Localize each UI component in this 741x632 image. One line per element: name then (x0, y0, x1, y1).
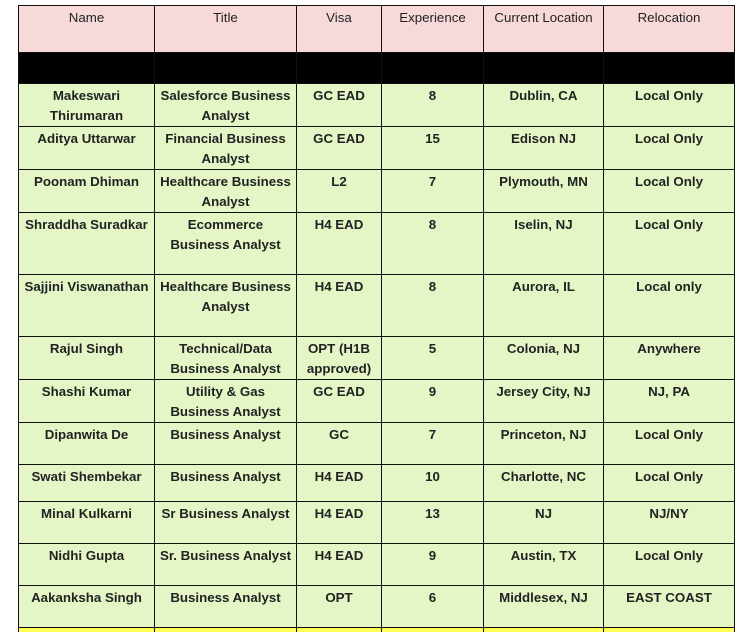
cell-relocation: Local Only (604, 465, 735, 502)
cell-title: Technical/Data Business Analyst (155, 337, 297, 380)
header-current-location: Current Location (484, 6, 604, 53)
cell-name: Aakanksha Singh (19, 586, 155, 628)
cell-relocation: NJ, PA (604, 380, 735, 423)
cell-title: Sr. Business Analyst (155, 544, 297, 586)
cell-name: Swati Shembekar (19, 465, 155, 502)
cell-title: Healthcare Business Analyst (155, 275, 297, 337)
table-row (19, 380, 735, 423)
cell-relocation: Local Only (604, 170, 735, 213)
cell-location: Charlotte, NC (484, 465, 604, 502)
cell-location: Edison NJ (484, 127, 604, 170)
header-experience: Experience (382, 6, 484, 53)
cell-title: Salesforce Business Analyst (155, 84, 297, 127)
separator-cell (297, 53, 382, 84)
cell-location: Iselin, NJ (484, 213, 604, 275)
cell-name: Rajul Singh (19, 337, 155, 380)
cell-empty (484, 628, 604, 632)
next-row-partial (19, 628, 735, 632)
cell-location: Austin, TX (484, 544, 604, 586)
separator-cell (382, 53, 484, 84)
table-row (19, 127, 735, 170)
cell-visa: L2 (297, 170, 382, 213)
cell-empty (604, 628, 735, 632)
table-row (19, 170, 735, 213)
separator-cell (155, 53, 297, 84)
cell-visa: GC EAD (297, 84, 382, 127)
table-row (19, 586, 735, 628)
separator-cell (604, 53, 735, 84)
cell-title: Ecommerce Business Analyst (155, 213, 297, 275)
cell-experience: 7 (382, 170, 484, 213)
table-row (19, 465, 735, 502)
cell-name: Makeswari Thirumaran (19, 84, 155, 127)
table-row (19, 423, 735, 465)
cell-title: Sr Business Analyst (155, 502, 297, 544)
cell-experience: 6 (382, 586, 484, 628)
cell-relocation: Local Only (604, 213, 735, 275)
header-visa: Visa (297, 6, 382, 53)
cell-experience: 8 (382, 213, 484, 275)
table-row (19, 213, 735, 275)
header-row (19, 6, 735, 53)
cell-title: Healthcare Business Analyst (155, 170, 297, 213)
header-relocation: Relocation (604, 6, 735, 53)
cell-location: NJ (484, 502, 604, 544)
cell-visa: H4 EAD (297, 213, 382, 275)
cell-name: Sajjini Viswanathan (19, 275, 155, 337)
cell-visa: H4 EAD (297, 275, 382, 337)
cell-title: Business Analyst (155, 465, 297, 502)
cell-empty (155, 628, 297, 632)
cell-location: Jersey City, NJ (484, 380, 604, 423)
cell-experience: 8 (382, 275, 484, 337)
cell-experience: 13 (382, 502, 484, 544)
table-row (19, 84, 735, 127)
cell-visa: OPT (H1B approved) (297, 337, 382, 380)
cell-location: Colonia, NJ (484, 337, 604, 380)
cell-location: Aurora, IL (484, 275, 604, 337)
cell-experience: 10 (382, 465, 484, 502)
cell-experience: 5 (382, 337, 484, 380)
separator-row (19, 53, 735, 84)
separator-cell (19, 53, 155, 84)
cell-visa: GC EAD (297, 380, 382, 423)
cell-name: Shashi Kumar (19, 380, 155, 423)
cell-experience: 9 (382, 544, 484, 586)
candidates-table (18, 5, 735, 632)
cell-experience: 8 (382, 84, 484, 127)
cell-relocation: Local Only (604, 127, 735, 170)
cell-relocation: Local Only (604, 84, 735, 127)
cell-name: Dipanwita De (19, 423, 155, 465)
cell-relocation: Local Only (604, 544, 735, 586)
cell-location: Dublin, CA (484, 84, 604, 127)
cell-relocation: Local Only (604, 423, 735, 465)
cell-location: Middlesex, NJ (484, 586, 604, 628)
cell-name: Nidhi Gupta (19, 544, 155, 586)
cell-name: Aditya Uttarwar (19, 127, 155, 170)
cell-visa: H4 EAD (297, 465, 382, 502)
cell-visa: GC (297, 423, 382, 465)
cell-empty (382, 628, 484, 632)
header-title: Title (155, 6, 297, 53)
header-name: Name (19, 6, 155, 53)
cell-relocation: Anywhere (604, 337, 735, 380)
cell-relocation: NJ/NY (604, 502, 735, 544)
cell-visa: GC EAD (297, 127, 382, 170)
cell-experience: 15 (382, 127, 484, 170)
cell-name: Poonam Dhiman (19, 170, 155, 213)
cell-relocation: EAST COAST (604, 586, 735, 628)
cell-empty (297, 628, 382, 632)
cell-visa: H4 EAD (297, 544, 382, 586)
cell-title: Business Analyst (155, 423, 297, 465)
cell-title: Financial Business Analyst (155, 127, 297, 170)
cell-relocation: Local only (604, 275, 735, 337)
cell-experience: 9 (382, 380, 484, 423)
table-row (19, 502, 735, 544)
table-row (19, 337, 735, 380)
cell-empty (19, 628, 155, 632)
separator-cell (484, 53, 604, 84)
cell-name: Shraddha Suradkar (19, 213, 155, 275)
cell-visa: H4 EAD (297, 502, 382, 544)
table-row (19, 544, 735, 586)
table-row (19, 275, 735, 337)
cell-visa: OPT (297, 586, 382, 628)
cell-location: Princeton, NJ (484, 423, 604, 465)
cell-experience: 7 (382, 423, 484, 465)
cell-title: Business Analyst (155, 586, 297, 628)
cell-location: Plymouth, MN (484, 170, 604, 213)
cell-title: Utility & Gas Business Analyst (155, 380, 297, 423)
cell-name: Minal Kulkarni (19, 502, 155, 544)
